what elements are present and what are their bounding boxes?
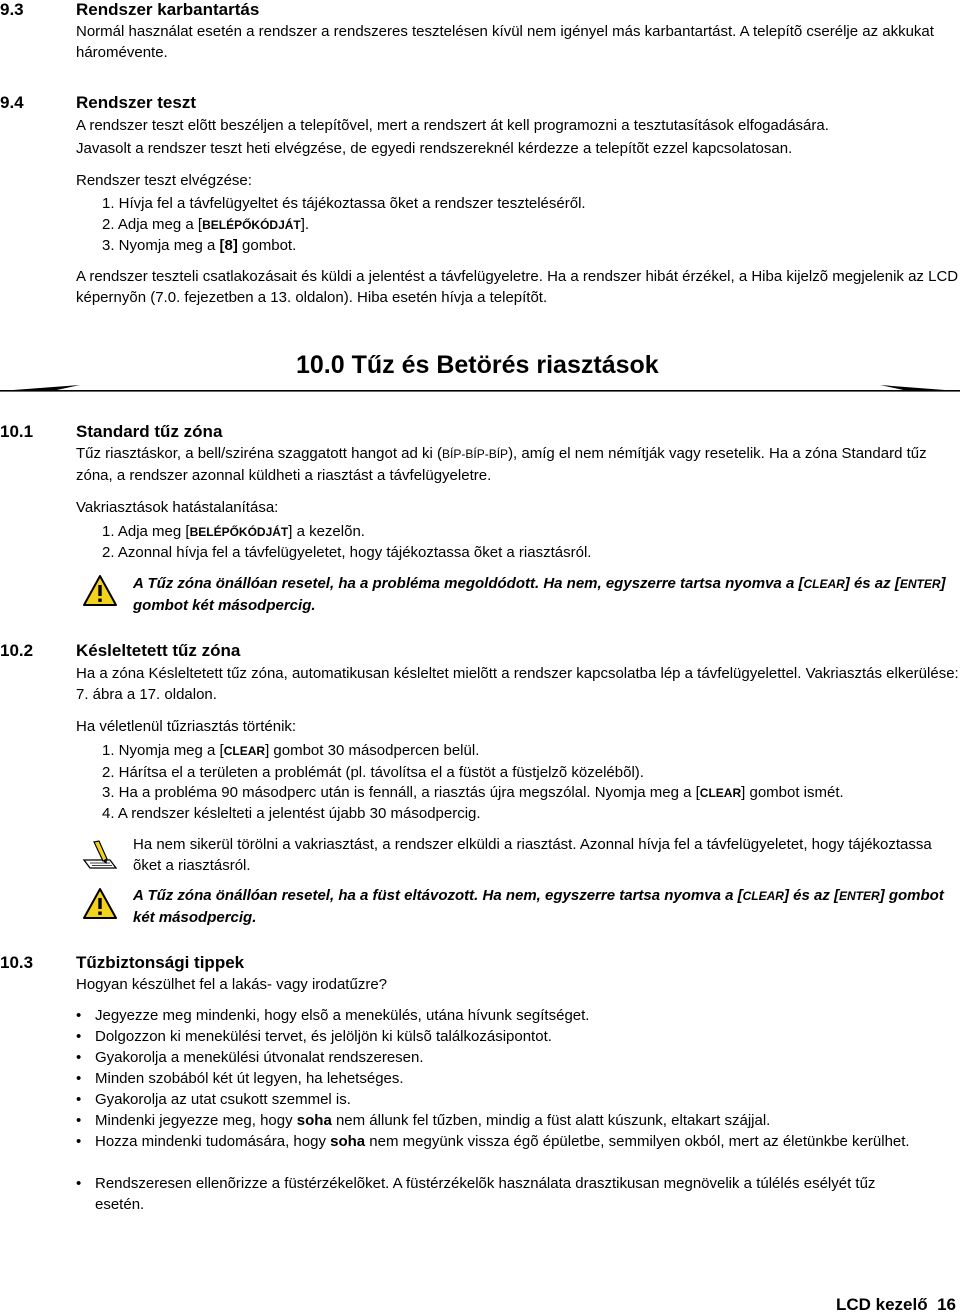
paragraph: Ha a zóna Késleltetett tűz zóna, automatikusan késleltet mielõtt a rendszer kapcsolatba lép a távfelügyelettel. Vakriasztás elkerülése: 7. ábra a 17. oldalon. [76,665,959,703]
list-lead: Vakriasztások hatástalanítása: [76,499,279,516]
section-number: 9.3 [0,0,24,19]
warning-text: A Tűz zóna önállóan resetel, ha a füst eltávozott. Ha nem, egyszerre tartsa nyomva a [CLEAR] és az [ENTER] gombot két másodpercig. [133,887,944,926]
paragraph: A rendszer teszteli csatlakozásait és küldi a jelentést a távfelügyeletre. Ha a rendszer hibát érzékel, a Hiba kijelzõ megjelenik az LCD képernyõn (7.0. fejezetben a 13. oldalon). Hiba esetén hívja a telepítõt. [76,268,959,306]
paragraph: A rendszer teszt elõtt beszéljen a telepítõvel, mert a rendszert át kell programozni a tesztutasítások elfogadására. [76,117,829,134]
list-item: 3. Nyomja meg a [8] gombot. [102,237,297,254]
section-title: Rendszer teszt [76,93,196,112]
section-title: Standard tűz zóna [76,422,223,441]
section-number: 10.3 [0,953,34,972]
list-item: 3. Ha a probléma 90 másodperc után is fennáll, a riasztás újra megszólal. Nyomja meg a [CLEAR] gombot ismét. [102,784,844,801]
warning-icon [82,574,118,608]
note-pencil-icon [80,838,120,874]
beep-label: BÍP-BÍP-BÍP [442,447,509,461]
section-number: 10.1 [0,422,34,441]
chapter-title: 10.0 Tűz és Betörés riasztások [296,351,659,379]
list-item: 2. Hárítsa el a területen a problémát (pl. távolítsa el a füstöt a füstjelzõ közelébõl). [102,764,644,781]
key-label: BELÉPŐKÓDJÁT [202,218,301,232]
warning-icon [82,887,118,921]
key-label: CLEAR [699,786,742,800]
list-item: 4. A rendszer késlelteti a jelentést újabb 30 másodpercig. [102,805,481,822]
list-lead: Hogyan készülhet fel a lakás- vagy irodatűzre? [76,976,388,993]
list-item: 2. Adja meg a [BELÉPŐKÓDJÁT]. [102,216,310,233]
list-item: 2. Azonnal hívja fel a távfelügyeletet, hogy tájékoztassa õket a riasztásról. [102,544,592,561]
paragraph: Javasolt a rendszer teszt heti elvégzése, de egyedi rendszereknél kérdezze a telepítõt ezzel kapcsolatosan. [76,140,793,157]
section-title: Tűzbiztonsági tippek [76,953,245,972]
chapter-rule [0,380,960,396]
section-number: 10.2 [0,641,34,660]
page-footer [836,1294,956,1315]
key-label: [8] [219,237,238,254]
list-item: 1. Nyomja meg a [CLEAR] gombot 30 másodpercen belül. [102,742,480,759]
section-title: Rendszer karbantartás [76,0,260,19]
list-item: 1. Adja meg [BELÉPŐKÓDJÁT] a kezelõn. [102,523,365,540]
paragraph: Tűz riasztáskor, a bell/sziréna szaggatott hangot ad ki (BÍP-BÍP-BÍP), amíg el nem némítják vagy resetelik. Ha a zóna Standard tűz zóna, a rendszer azonnal küldheti a riasztást a távfelügyeletre. [76,445,927,484]
list-lead: Ha véletlenül tűzriasztás történik: [76,718,297,735]
page-number: 16 [937,1295,956,1314]
note-text: Ha nem sikerül törölni a vakriasztást, a rendszer elküldi a riasztást. Azonnal hívja fel a távfelügyeletet, hogy tájékoztassa õket a riasztásról. [133,836,932,874]
paragraph: Normál használat esetén a rendszer a rendszeres tesztelésen kívül nem igényel más karbantartást. A telepítõ cserélje az akkukat háromévente. [76,23,934,61]
list-item: 1. Hívja fel a távfelügyeltet és tájékoztassa õket a rendszer teszteléséről. [102,195,586,212]
section-title: Késleltetett tűz zóna [76,641,241,660]
key-label: BELÉPŐKÓDJÁT [189,525,289,539]
footer-label: LCD kezelő [835,1295,928,1314]
warning-text: A Tűz zóna önállóan resetel, ha a probléma megoldódott. Ha nem, egyszerre tartsa nyomva a [CLEAR] és az [ENTER] gombot két másodpercig. [133,575,946,614]
key-label: CLEAR [223,744,266,758]
section-number: 9.4 [0,93,24,112]
list-lead: Rendszer teszt elvégzése: [76,172,252,189]
